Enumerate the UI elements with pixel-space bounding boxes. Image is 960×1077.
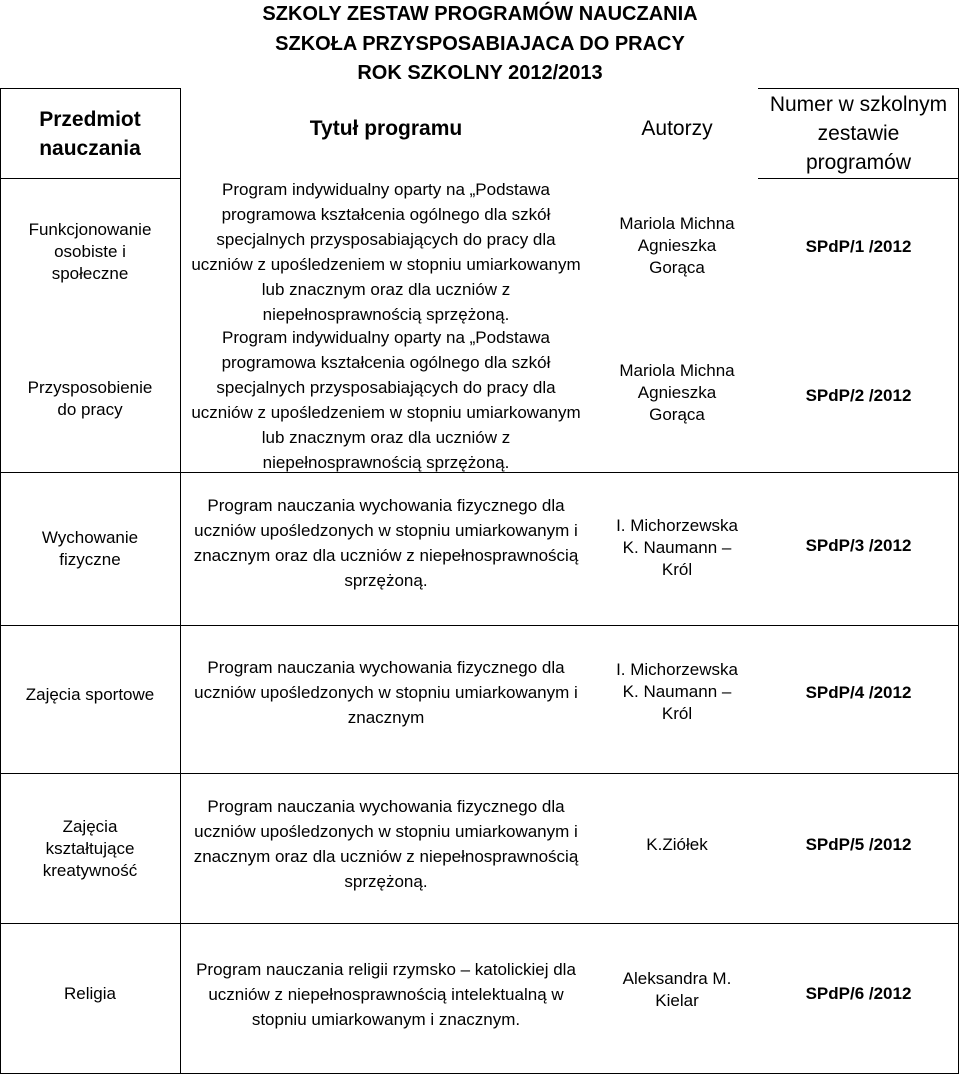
row-divider [0, 1073, 959, 1074]
table-row-4-program: Program nauczania wychowania fizycznego dla uczniów upośledzonych w stopniu umiarkowanym i znacznym [194, 657, 578, 727]
table-row-1-authors: Mariola Michna Agnieszka Gorąca [619, 214, 735, 277]
table-row-4-subject: Zajęcia sportowe [25, 684, 155, 704]
column-header-subject: Przedmiot nauczania [39, 107, 141, 160]
column-header-authors: Autorzy [641, 116, 713, 140]
table-row-4-number: SPdP/4 /2012 [805, 683, 912, 702]
header-line-2: SZKOŁA PRZYSPOSABIAJACA DO PRACY [275, 33, 685, 55]
table-row-1-subject: Funkcjonowanie osobiste i społeczne [28, 220, 152, 283]
table-row-6-number: SPdP/6 /2012 [805, 984, 912, 1003]
table-row-3-program: Program nauczania wychowania fizycznego dla uczniów upośledzonych w stopniu umiarkowanym i znacznym oraz dla uczniów z niepełnosprawnością sprzężoną. [193, 496, 579, 590]
table-row-2-number: SPdP/2 /2012 [805, 386, 912, 405]
table-row-2-program: Program indywidualny oparty na „Podstawa programowa kształcenia ogólnego dla szkół specjalnych przysposabiających do pracy dla uczniów z upośledzeniem w stopniu umiarkowanym lub znacznym oraz dla uczniów z niepełnosprawnością sprzężoną. [191, 328, 581, 472]
table-row-1-number: SPdP/1 /2012 [805, 237, 912, 256]
table-row-1-program: Program indywidualny oparty na „Podstawa programowa kształcenia ogólnego dla szkół specjalnych przysposabiających do pracy dla uczniów z upośledzeniem w stopniu umiarkowanym lub znacznym oraz dla uczniów z niepełnosprawnością sprzężoną. [191, 180, 581, 324]
header-line-3: ROK SZKOLNY 2012/2013 [357, 62, 603, 84]
table-row-6-program: Program nauczania religii rzymsko – katolickiej dla uczniów z niepełnosprawnością intelektualną w stopniu umiarkowanym i znacznym. [196, 959, 576, 1029]
table-row-5-subject: Zajęcia kształtujące kreatywność [42, 816, 138, 880]
column-header-title: Tytuł programu [309, 116, 463, 140]
table-row-6-subject: Religia [64, 984, 116, 1003]
table-row-5-program: Program nauczania wychowania fizycznego dla uczniów upośledzonych w stopniu umiarkowanym i znacznym oraz dla uczniów z niepełnosprawnością sprzężoną. [193, 797, 579, 891]
table-row-4-authors: I. Michorzewska K. Naumann – Król [616, 660, 738, 723]
column-header-number: Numer w szkolnym zestawie programów [769, 93, 948, 174]
table-row-5-authors: K.Ziółek [646, 835, 708, 854]
table-row-3-subject: Wychowanie fizyczne [41, 528, 139, 569]
table-row-3-authors: I. Michorzewska K. Naumann – Król [616, 516, 738, 579]
table-row-3-number: SPdP/3 /2012 [805, 536, 912, 555]
table-row-5-number: SPdP/5 /2012 [805, 835, 912, 854]
table-row-2-authors: Mariola Michna Agnieszka Gorąca [619, 361, 735, 424]
table-row-2-subject: Przysposobienie do pracy [27, 378, 153, 419]
table-row-6-authors: Aleksandra M. Kielar [622, 969, 732, 1010]
table-border-right [958, 88, 959, 1074]
header-line-1: SZKOLY ZESTAW PROGRAMÓW NAUCZANIA [262, 3, 698, 25]
